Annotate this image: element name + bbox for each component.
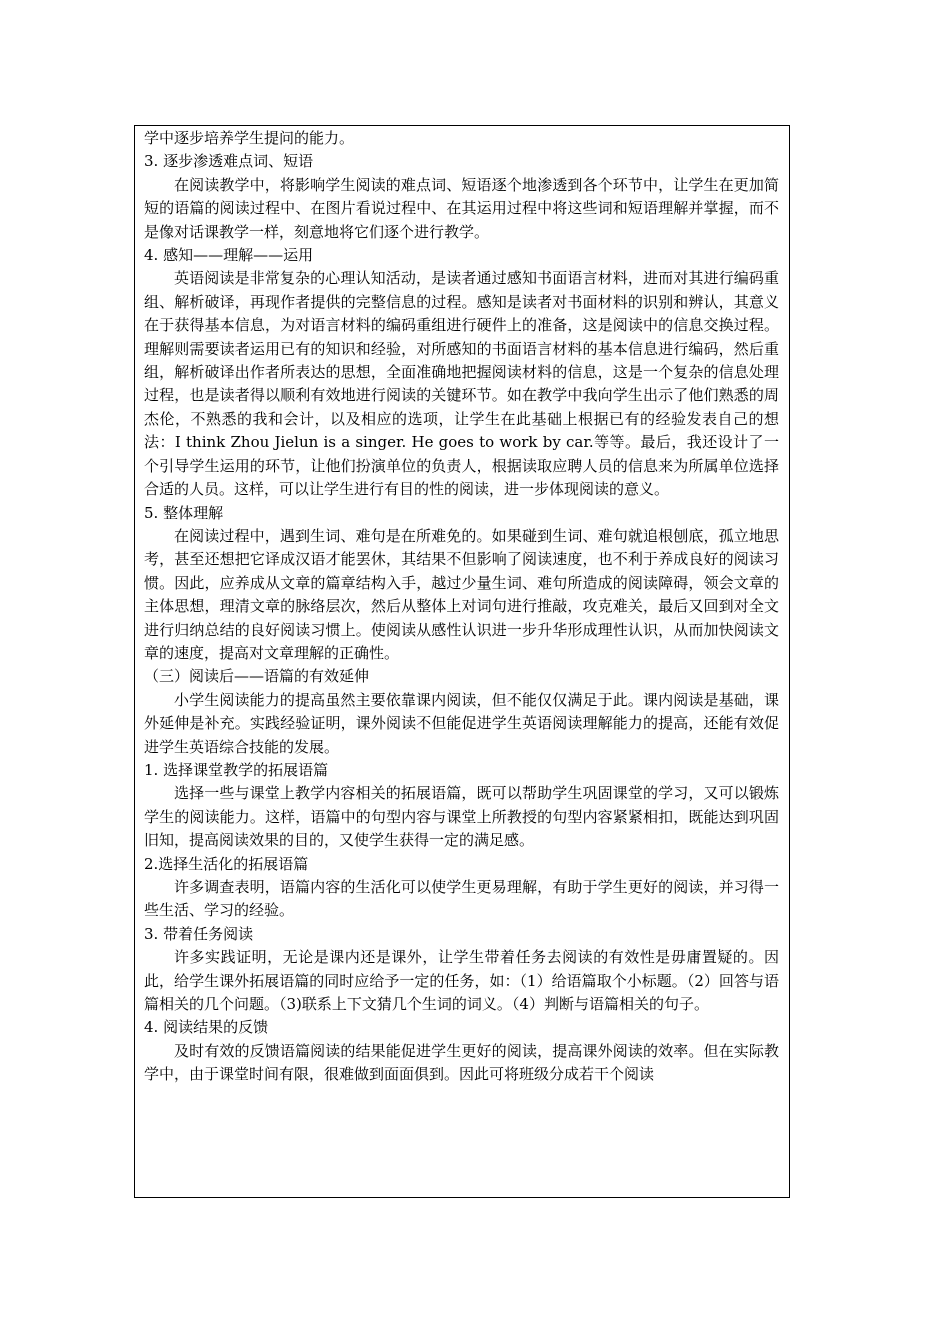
text-line: 学中逐步培养学生提问的能力。	[144, 129, 355, 147]
document-frame	[134, 125, 790, 1198]
section-heading: 5. 整体理解	[144, 503, 224, 522]
section-heading: 2.选择生活化的拓展语篇	[144, 854, 309, 873]
section-heading: 4. 感知——理解——运用	[144, 246, 314, 265]
paragraph: 许多实践证明，无论是课内还是课外，让学生带着任务去阅读的有效性是毋庸置疑的。因此，给学生课外拓展语篇的同时应给予一定的任务，如：（1）给语篇取个小标题。（2）回答与语篇相关的几个问题。（3)联系上下文猜几个生词的词义。（4）判断与语篇相关的句子。	[144, 948, 779, 1014]
paragraph: 在阅读过程中，遇到生词、难句是在所难免的。如果碰到生词、难句就追根刨底，孤立地思考，甚至还想把它译成汉语才能罢休，其结果不但影响了阅读速度，也不利于养成良好的阅读习惯。因此，应养成从文章的篇章结构入手，越过少量生词、难句所造成的阅读障碍，领会文章的主体思想，理清文章的脉络层次，然后从整体上对词句进行推敲，攻克难关，最后又回到对全文进行归纳总结的良好阅读习惯上。使阅读从感性认识进一步升华形成理性认识，从而加快阅读文章的速度，提高对文章理解的正确性。	[144, 526, 779, 662]
section-heading: 3. 逐步渗透难点词、短语	[144, 152, 314, 171]
section-heading: （三）阅读后——语篇的有效延伸	[144, 667, 370, 686]
paragraph: 及时有效的反馈语篇阅读的结果能促进学生更好的阅读，提高课外阅读的效率。但在实际教学中，由于课堂时间有限，很难做到面面俱到。因此可将班级分成若干个阅读	[144, 1041, 779, 1084]
section-heading: 1. 选择课堂教学的拓展语篇	[144, 760, 329, 779]
paragraph: 选择一些与课堂上教学内容相关的拓展语篇，既可以帮助学生巩固课堂的学习，又可以锻炼学生的阅读能力。这样，语篇中的句型内容与课堂上所教授的句型内容紧紧相扣，既能达到巩固旧知，提高阅读效果的目的，又使学生获得一定的满足感。	[144, 784, 779, 850]
paragraph: 小学生阅读能力的提高虽然主要依靠课内阅读，但不能仅仅满足于此。课内阅读是基础，课外延伸是补充。实践经验证明，课外阅读不但能促进学生英语阅读理解能力的提高，还能有效促进学生英语综合技能的发展。	[144, 690, 779, 756]
paragraph: 在阅读教学中，将影响学生阅读的难点词、短语逐个地渗透到各个环节中，让学生在更加简短的语篇的阅读过程中、在图片看说过程中、在其运用过程中将这些词和短语理解并掌握，而不是像对话课教学一样，刻意地将它们逐个进行教学。	[144, 175, 779, 241]
paragraph: 英语阅读是非常复杂的心理认知活动，是读者通过感知书面语言材料，进而对其进行编码重组、解析破译，再现作者提供的完整信息的过程。感知是读者对书面材料的识别和辨认，其意义在于获得基本信息，为对语言材料的编码重组进行硬件上的准备，这是阅读中的信息交换过程。理解则需要读者运用已有的知识和经验，对所感知的书面语言材料的基本信息进行编码，然后重组，解析破译出作者所表达的思想，全面准确地把握阅读材料的信息，这是一个复杂的信息处理过程，也是读者得以顺利有效地进行阅读的关键环节。如在教学中我向学生出示了他们熟悉的周杰伦，不熟悉的我和会计，以及相应的选项，让学生在此基础上根据已有的经验发表自己的想法：I think Zhou Jielun is a singer. He goes to work by car.等等。最后，我还设计了一个引导学生运用的环节，让他们扮演单位的负责人，根据读取应聘人员的信息来为所属单位选择合适的人员。这样，可以让学生进行有目的性的阅读，进一步体现阅读的意义。	[144, 269, 779, 499]
section-heading: 4. 阅读结果的反馈	[144, 1018, 269, 1037]
section-heading: 3. 带着任务阅读	[144, 924, 254, 943]
paragraph: 许多调查表明，语篇内容的生活化可以使学生更易理解，有助于学生更好的阅读，并习得一些生活、学习的经验。	[144, 878, 779, 920]
